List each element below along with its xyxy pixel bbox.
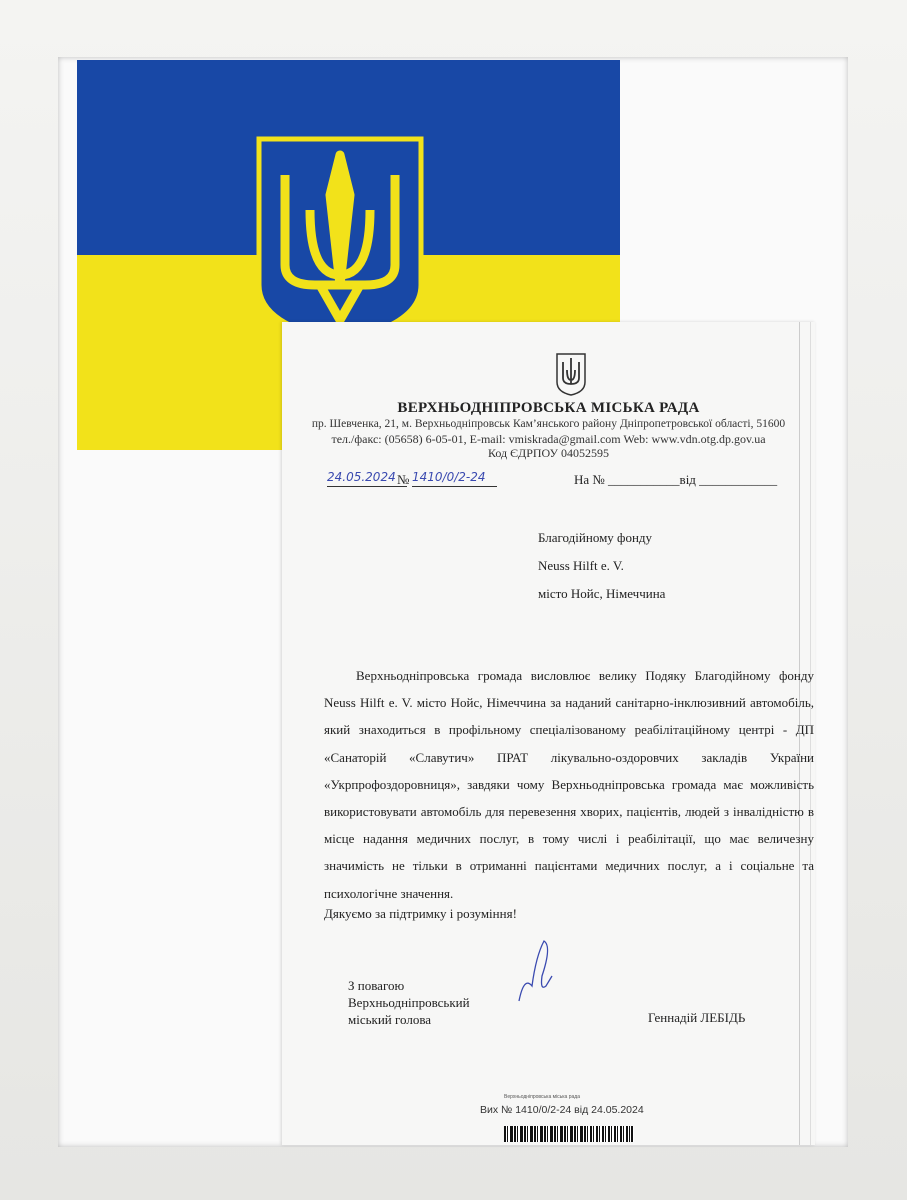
handwritten-date: 24.05.2024: [327, 470, 396, 484]
letter-body: Верхньодніпровська громада висловлює велику Подяку Благодійному фонду Neuss Hilft e. V. місто Нойс, Німеччина за наданий санітарно-інклюзивний автомобіль, який знаходиться в профільному спеціалізованому реабілітаційному центрі - ДП «Санаторій «Славутич» ПРАТ лікувально-оздоровчих закладів України «Укрпрофоздоровниця», завдяки чому Верхньодніпровська громада має можливість використовувати автомобіль для перевезення хворих, пацієнтів, людей з інвалідністю в місце надання медичних послуг, в тому числі і реабілітації, що має величезну значимість не тільки в отриманні пацієнтами медичних послуг, а і соціальне та психологічне значення.: [324, 668, 814, 901]
trident-emblem-icon: [555, 352, 587, 396]
edrpou-code: Код ЄДРПОУ 04052595: [487, 446, 610, 460]
handwritten-number: 1410/0/2-24: [412, 470, 486, 484]
thanks-line: Дякуємо за підтримку і розуміння!: [324, 906, 517, 921]
signature: [514, 936, 554, 1006]
recipient-line-3: місто Нойс, Німеччина: [538, 586, 666, 601]
date-field: [327, 468, 410, 487]
signer-name: Геннадій ЛЕБІДЬ: [648, 1010, 746, 1025]
closing-line-3: міський голова: [348, 1012, 432, 1027]
barcode-part-2: [587, 1126, 631, 1142]
reply-reference: На № ___________від ____________: [574, 472, 778, 487]
closing-line-2: Верхньодніпровський: [348, 995, 470, 1010]
organization-title: ВЕРХНЬОДНІПРОВСЬКА МІСЬКА РАДА: [397, 400, 700, 416]
recipient-line-2: Neuss Hilft e. V.: [538, 558, 624, 573]
number-field: [412, 468, 497, 487]
number-label: №: [397, 472, 410, 487]
trident-coat-of-arms-icon: [255, 135, 425, 345]
closing-line-1: З повагою: [348, 978, 405, 993]
outgoing-number: Вих № 1410/0/2-24 від 24.05.2024: [480, 1104, 644, 1116]
stamp-org: Верхньодніпровська міська рада: [504, 1094, 580, 1100]
address-line: пр. Шевченка, 21, м. Верхньодніпровськ Кам’янського району Дніпропетровської області, 51600: [311, 418, 786, 430]
letter-page: [282, 322, 815, 1145]
recipient-line-1: Благодійному фонду: [538, 530, 653, 545]
contacts-line: тел./факс: (05658) 6-05-01, E-mail: vmiskrada@gmail.com Web: www.vdn.otg.dp.gov.ua: [331, 432, 766, 446]
